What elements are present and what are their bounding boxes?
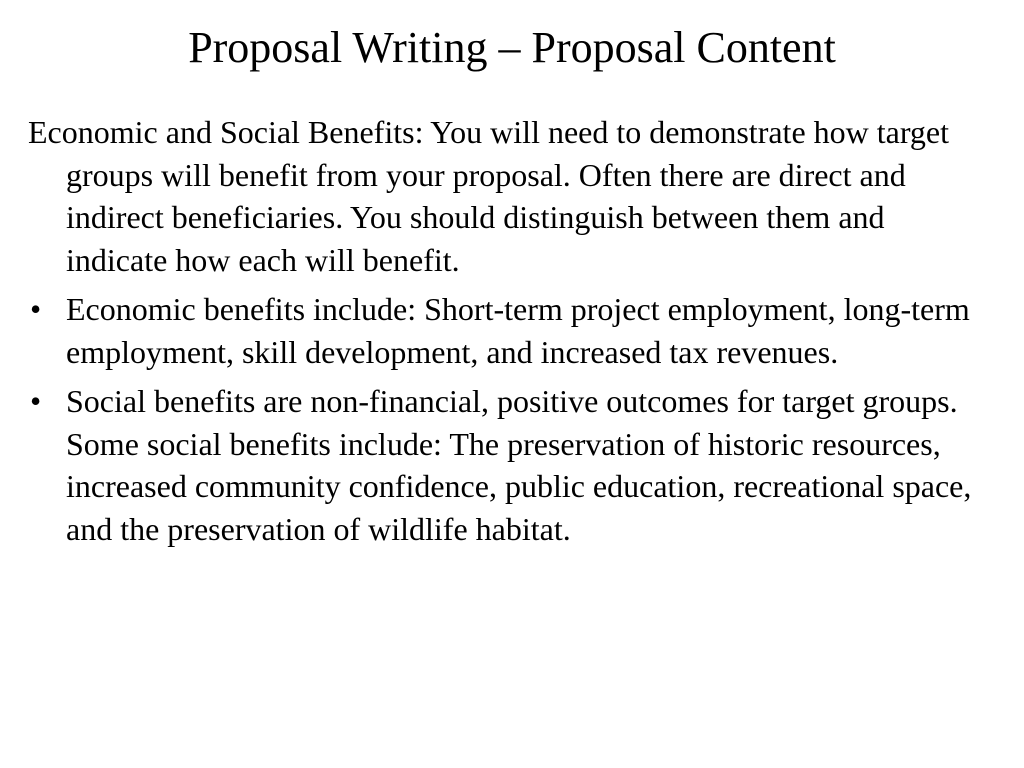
bullet-item-social-benefits [28,380,988,550]
bullet-text: Economic benefits include: Short-term project employment, long-term employment, skill development, and increased tax revenues. [66,291,970,370]
bullet-icon: • [30,291,42,327]
bullet-text: Social benefits are non-financial, positive outcomes for target groups. Some social benefits include: The preservation of historic resources, increased community confidence, public education, recreational space, and the preservation of wildlife habitat. [66,383,972,547]
bullet-item-economic-benefits [28,288,988,373]
bullet-list [28,288,988,550]
slide-body [28,111,988,550]
slide-title: Proposal Writing – Proposal Content [188,23,836,72]
intro-paragraph: Economic and Social Benefits: You will need to demonstrate how target groups will benefit from your proposal. Often there are direct and indirect beneficiaries. You should distinguish between them and indicate how each will benefit. [28,114,950,278]
bullet-icon: • [30,383,42,419]
